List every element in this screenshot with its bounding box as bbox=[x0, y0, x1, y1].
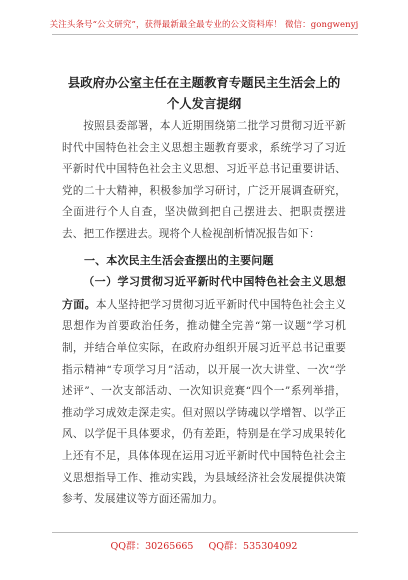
header-promo-note: 关注头条号“公文研究”，获得最新最全最专业的公文资料库！ 微信：gongwenyj bbox=[49, 20, 359, 30]
intro-paragraph: 按照县委部署，本人近期围绕第二批学习贯彻习近平新时代中国特色社会主义思想主题教育要求，系统学习了习近平新时代中国特色社会主义思想、习近平总书记重要讲话、党的二十大精神，积极参加学习研讨，广泛开展调查研究，全面进行个人自查，坚决做到把自己摆进去、把职责摆进去、把工作摆进去。现将个人检视剖析情况报告如下： bbox=[62, 120, 346, 240]
subsection-body-1: 本人坚持把学习贯彻习近平新时代中国特色社会主义思想作为首要政治任务，推动健全完善“第一议题”学习机制，并结合单位实际，在政府办组织开展习近平总书记重要指示精神“专项学习月”活动，以开展一次大讲堂、一次“学述评”、一次支部活动、一次知识竞赛“四个一”系列举措，推动学习成效走深走实。但对照以学铸魂以学增智、以学正风、以学促干具体要求，仍有差距，特别是在学习成果转化上还有不足，具体体现在运用习近平新时代中国特色社会主义思想指导工作、推动实践，为县域经济社会发展提供决策参考、发展建议等方面还需加力。 bbox=[62, 298, 347, 506]
footer-qq-group-2: QQ群：535304092 bbox=[208, 541, 298, 552]
document-title: 县政府办公室主任在主题教育专题民主生活会上的个人发言提纲 bbox=[67, 75, 341, 111]
footer-contact bbox=[0, 538, 408, 552]
section-heading-1: 一、本次民主生活会查摆出的主要问题 bbox=[84, 253, 274, 267]
subsection-heading-1: （一）学习贯彻习近平新时代中国特色社会主义思想方面。 bbox=[62, 275, 346, 311]
header-divider bbox=[52, 34, 358, 35]
document-body bbox=[62, 116, 346, 511]
subsection-paragraph-1 bbox=[62, 271, 346, 511]
footer-divider bbox=[52, 532, 358, 533]
footer-qq-group-1: QQ群：30265665 bbox=[110, 541, 194, 552]
